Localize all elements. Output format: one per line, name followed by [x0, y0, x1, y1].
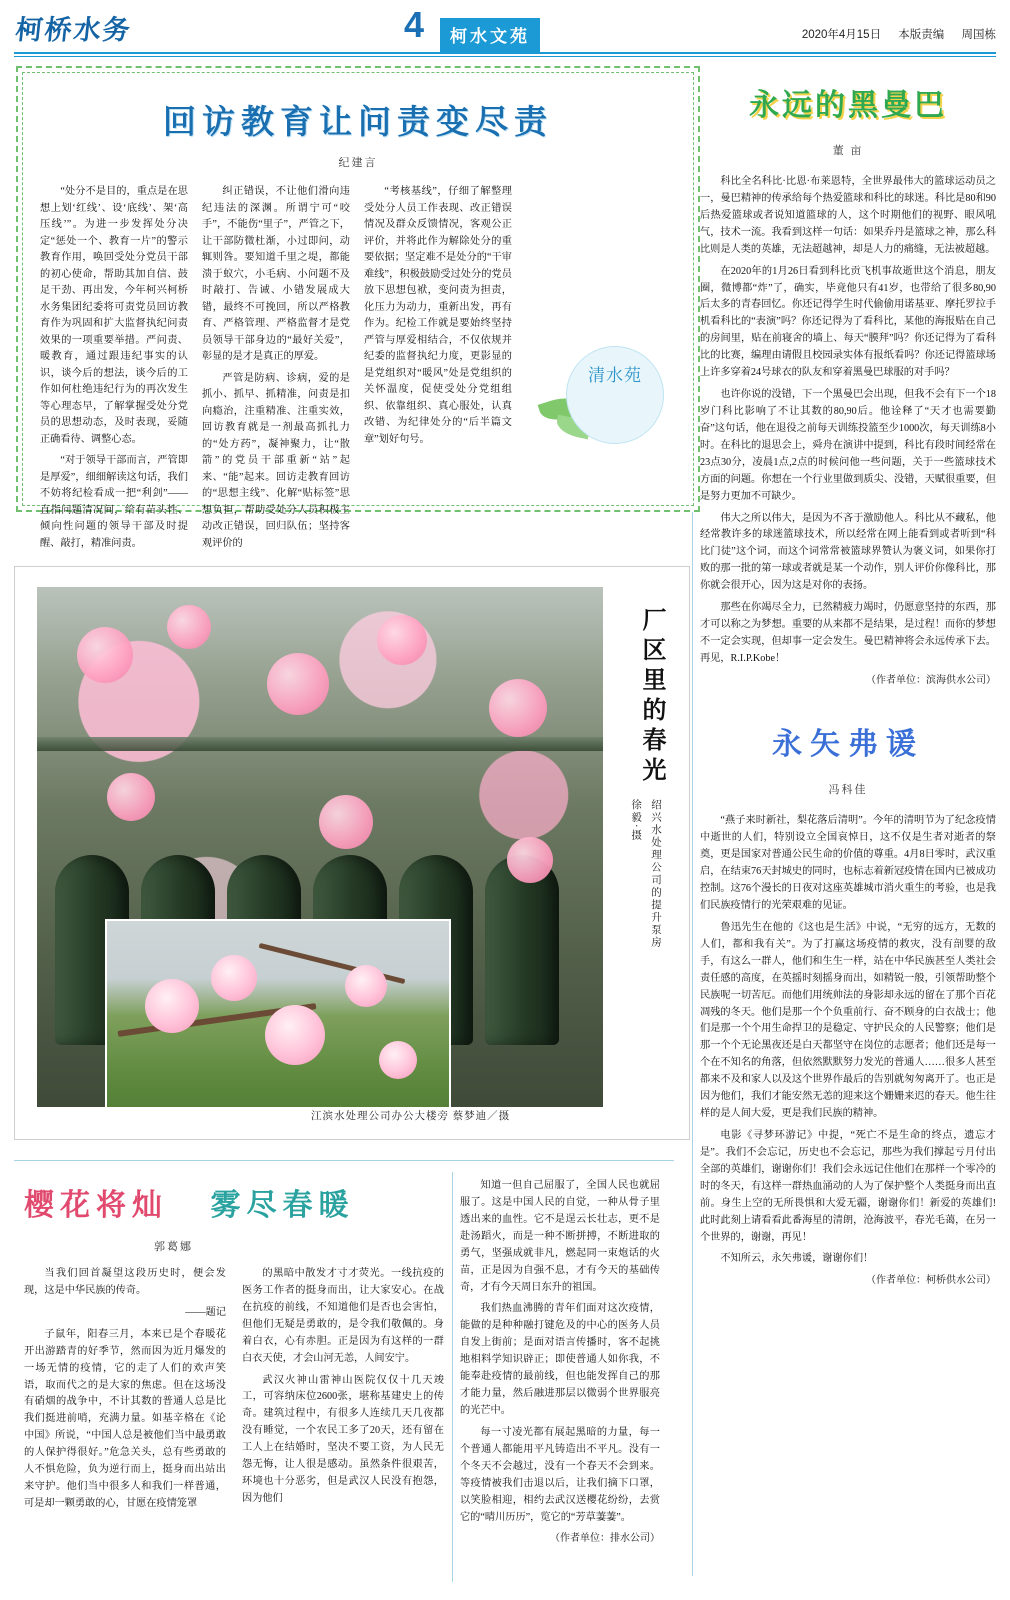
right-article-2-body: [700, 813, 996, 1290]
photo-credit-line: 绍兴水处理公司的提升泵房: [650, 799, 661, 949]
paragraph: 每一寸凌光都有展起黑暗的力量，每一个普通人都能用平凡铸造出不平凡。没有一个冬天不会越过，没有一个春天不会到来。等疫情被我们击退以后，让我们摘下口罩，以笑脸相迎，相约去武汉送樱花纷纷，去赏它的“晴川历历”，览它的“芳草萋萋”。: [460, 1426, 660, 1523]
blossom-shape: [345, 965, 387, 1007]
section-badge: 柯水文苑: [440, 18, 540, 52]
paragraph: 纠正错误，不让他们滑向违纪违法的深渊。所谓宁可“咬手”，不能伤“里子”，严管之下，让干部防微杜渐，小过即问，动辄则咎。要知道千里之堤，都能溃于蚁穴，小毛病、小问题不及时敲打、告诫、小错发展成大错，最终不可挽回，所以严格教育、严格管理、严格监督才是党员领导干部身边的“最好关爱”，彰显的是才是真正的厚爱。: [202, 186, 350, 363]
paragraph: 在2020年的1月26日看到科比贡飞机事故逝世这个消息，朋友圈，微博都“炸”了，确实，毕竟他只有41岁，也带给了很多80,90后太多的青春回忆。你还记得学生时代偷偷用诺基亚、摩托罗拉手机看科比的“表演”吗？你还记得为了看科比，某他的海报贴在自己的房间里，贴在前寝舍的墙上、每天“膜拜”吗？你还记得为了看科比的比赛，编理由请假且校园录实体有报纸看吗？你还记得篮球场上许多穿着24号球衣的队友和穿着黑曼巴球服的对手吗？: [700, 265, 996, 379]
paragraph: 武汉火神山雷神山医院仅仅十几天竣工，可容纳床位2600张，堪称基建史上的传奇。建筑过程中，有很多人连续几天几夜都没有睡觉，一个农民工多了20天，还有留在工人上在结婚时，坚决不要工资，为人民无怨无悔，让人很是感动。虽然条件很艰苦，环境也十分恶劣，但是武汉人民没有抱怨，因为他们: [242, 1374, 444, 1504]
blossom-shape: [379, 1041, 417, 1079]
blossom-shape: [319, 795, 373, 849]
paragraph: “考核基线”，仔细了解整理受处分人员工作表现、改正错误情况及群众反馈情况，客观公正评价，并将此作为解除处分的重要依据；坚定难不是处分的“干审难线”，积极鼓励受过处分的党员放下思想包袱，变问责为担责，化压力为动力，重新出发，再有作为。纪检工作就是要始终坚持严管与厚爱相结合，不仅依规并纪委的监督执纪力度，更影显的是党组织对“暖风”处是党组织的关怀温度，促使受处分党组组织、依靠组织、真心服处，认真改错、为纪律处分的“后半篇文章”划好句号。: [364, 186, 512, 445]
byline-affiliation: （作者单位：滨海供水公司）: [866, 674, 996, 686]
photo-main: [37, 587, 603, 1107]
paragraph: 知道一但自己屈服了，全国人民也就屈服了。这是中国人民的自觉，一种从骨子里透出来的血性。它不是逞云长壮志，更不是赴汤蹈火，而是一种不断拼搏，不断进取的勇气，坚强成就非凡，燃起同一束炮话的火苗，正是因为自强不息，才有今天的基础传奇，才有今天周日东升的祖国。: [460, 1180, 660, 1293]
right-article-1-body: [700, 174, 996, 689]
paragraph: 鲁迅先生在他的《这也是生活》中说，“无穷的远方，无数的人们，都和我有关”。为了打赢这场疫情的救灾，没有剖婴的敌手，有这么一群人，他们和生生一样，站在中华民族甚至人类社会责任感的高度，在英摇时刻摇身而出，如精锐一般，引领帮助整个民族呢一切苦厄。而他们用统帅法的身影却永远的留在了那个百花凋残的冬天。他们是那一个个负重前行、奋不顾身的白衣战士；他们是那一个个用生命捍卫的是稳定、守护民众的人民警察；他们是那一个个无论黑夜还是白天都坚守在岗位的志愿者；他们还是每一个在不知名的角落，但依然默默努力发光的普通人……很多人甚至都来不及和家人以及这个世界作最后的告别就匆匆离开了。也正是因为他们，我们才能安然无恙的迎来这个姗姗来迟的春天。他生往样的是人间大爱，更是我们民族的精神。: [700, 921, 996, 1120]
tank-shape: [485, 855, 559, 1045]
blossom-shape: [377, 615, 427, 665]
blossom-shape: [507, 837, 553, 883]
paragraph: 子鼠年，阳春三月，本来已是个春暖花开出游踏青的好季节，然而因为近月爆发的一场无情的疫情，它的走了人们的欢声笑语，取而代之的是大家的焦虑。但在这场没有硝烟的战争中，不计其数的普通人总是比我们挺进前哨，充满力量。如基辛格在《论中国》所说，“中国人总是被他们当中最勇敢的人保护得很好。”危急关头，总有些勇敢的人不惧危险，负为逆行而上，挺身而出站出来守护。他们当中很多人和我们一样普通，可是却一颗勇敢的心，甘愿在疫情笼罩: [24, 1328, 226, 1509]
issue-date: 2020年4月15日: [801, 29, 882, 41]
bottom-left-column-2: [242, 1266, 444, 1518]
paragraph: 也许你说的没错，下一个黑曼巴会出现，但我不会有下一个18岁门科比影响了不让其数的80,90后。他诠释了“天才也需要勤奋”这句话，他在退役之前每天训练投篮至少1000次，每天训练8小时。在科比的退思会上，舜舟在演讲中提到，科比有段时间经常在23点30分，凌晨1点,2点的时候问他一些问题，关于一些篮球技术方面的问题。你想在一个行业里做到质尖、没错，天赋很重要，但是努力更加不可缺少。: [700, 389, 996, 502]
right-article-1-author: 董 亩: [832, 145, 864, 157]
masthead-meta: [788, 26, 996, 42]
right-column: [700, 66, 996, 1295]
column-divider-bottom: [452, 1172, 453, 1582]
blossom-shape: [489, 679, 547, 737]
feature-title: 回访教育让问责变尽责: [163, 102, 553, 141]
photo-caption-credit: 蔡梦迪／摄: [452, 1111, 511, 1122]
feature-column-2: [202, 184, 350, 549]
photo-caption-text: 江滨水处理公司办公大楼旁: [311, 1111, 449, 1122]
blossom-shape: [167, 605, 211, 649]
paragraph: “燕子来时新社，梨花落后清明”。今年的清明节为了纪念疫情中逝世的人们，特别设立全国哀悼日，这不仅是生者对逝者的祭奠，更是国家对普通公民生命的价值的尊重。4月8日零时，武汉重启，在结束76天封城史的同时，也标志着新冠疫情在国内已被成功控制。这76个漫长的日夜对这座英雄城市消火重生的考验，也是我们民族疫情行的光荣艰难的见证。: [700, 815, 996, 912]
bottom-left-title: [24, 1180, 444, 1224]
paragraph: 的黑暗中散发才寸才荧光。一线抗疫的医务工作者的挺身而出，让大家安心。在战在抗疫的前线，不知道他们是否也会害怕，但他们无疑是勇敢的，是令我们敬佩的。身着白衣，心有赤胆。正是因为有这样的一群白衣天使，才会山河无恙，人间安宁。: [242, 1268, 444, 1364]
bottom-left-author: 郭葛娜: [154, 1241, 193, 1253]
paragraph: “对于领导干部而言，严管即是厚爱”，细细解读这句话，我们不妨将纪检看成一把“利剑”——直指问题清况间，给有苗头性、倾向性问题的领导干部及时提醒、敲打，精准问责。: [40, 455, 188, 549]
bottom-left-columns: [24, 1266, 444, 1518]
paragraph: 科比全名科比·比恩·布莱恩特，全世界最伟大的篮球运动员之一，曼巴精神的传承给每个热爱篮球和科比的球迷。科比是80和90后热爱篮球或者说知道篮球的人，这个时期他们的视野、眼风吼气，技术一流。我看到这样一句话：如果乔丹是篮球之神，那么科比则是人类的英雄，无法超越神，却是人力的痛缝，无法被超越。: [700, 176, 996, 255]
water-drop-emblem: [566, 346, 664, 444]
right-article-1-title: 永远的黑曼巴: [749, 88, 947, 123]
right-article-2-author: 冯科佳: [828, 784, 868, 797]
page-number: 4: [404, 4, 425, 45]
byline-affiliation: （作者单位：排水公司）: [550, 1533, 660, 1545]
water-drop-label: 清水苑: [588, 366, 642, 386]
paragraph: 当我们回首凝望这段历史时，便会发现，这是中华民族的传奇。: [24, 1268, 226, 1296]
paragraph: 电影《寻梦环游记》中提，“死亡不是生命的终点，遗忘才是”。我们不会忘记，历史也不会忘记，那些为我们撑起亏月付出全部的英雄们，谢谢你们！我们会永远记住他们在那样一个零冷的时的冬天，有这样一群热血涌动的人为了保护整个人类挺身而出直前。身生上空的无所畏惧和大爱无疆，谢谢你们！新爱的英雄们!此时此刻上请看看此番海星的清朗，沧海波平，春光毛蔼，在另一个世界的，谢谢，再见！: [700, 1130, 996, 1243]
feature-author: 纪建言: [338, 157, 378, 169]
byline-affiliation: （作者单位：柯桥供水公司）: [866, 1275, 996, 1287]
blossom-shape: [107, 773, 155, 821]
editor-name: 周国栋: [961, 29, 996, 41]
paragraph: 伟大之所以伟大，是因为不吝于激励他人。科比从不藏私，他经常教许多的球迷篮球技术，所以经常在网上能看到或者听到“科比门徒”这个词，而这个词常常被篮球界赞认为褒义词，如果你打败的那一批的第一球或者就是某一个动作，别人评价你像科比，那你就会很开心，因为这是对你的表扬。: [700, 512, 996, 592]
photo-title: 厂区里的春光: [638, 607, 667, 787]
photo-credit-photographer: 徐毅·摄: [630, 799, 642, 842]
blossom-shape: [77, 627, 133, 683]
masthead-rule-thin: [14, 56, 996, 57]
bottom-mid-column: [460, 1178, 660, 1588]
feature-column-1: [40, 184, 188, 549]
publication-logo: 柯桥水务: [14, 15, 134, 46]
title-part-1: 樱花将灿: [24, 1188, 168, 1223]
horizontal-divider: [14, 1160, 674, 1161]
blossom-shape: [211, 955, 257, 1001]
feature-article: [16, 66, 700, 549]
title-part-2: 雾尽春暖: [210, 1188, 355, 1223]
epigraph: ——题记: [185, 1306, 226, 1318]
bottom-left-column-1: [24, 1266, 226, 1518]
paragraph: “处分不是目的，重点是在思想上划‘红线’、设‘底线’、架‘高压线’”。为进一步发挥处分决定“惩处一个、教育一片”的警示教育作用，唤回受处分党员干部的初心使命，帮助其加自信、鼓足干劲、再出发，今年柯兴柯桥水务集团纪委将可责党员回访教育作为巩固和扩大监督执纪问责效果的一项重要举措。严问责、暖教育，通过跟违纪事实的认识，谈今后的想法，谈今后的工作如何杜绝违纪行为的再次发生等心理态早，了解掌握受处分党员的思想动态，及时表现，妥随正确看待、调整心态。: [40, 186, 188, 445]
feature-columns: [40, 184, 676, 549]
pipe-shape: [37, 737, 603, 751]
photo-credit: [569, 799, 665, 1039]
blossom-shape: [267, 653, 329, 715]
right-article-2-title: 永矢弗谖: [772, 727, 924, 763]
blossom-shape: [265, 1005, 325, 1065]
paragraph: 严管是防病、诊病，爱的是抓小、抓早、抓精准，问责是扣向瘾治，注重精准、注重实效，回访教育就是一剂最高抓扎力的“处方药”，凝神聚力，让“散箭”的党员干部重新“站”起来、“能”起来。回访走教育回访的“思想主线”、化解“贴标签”思想负担，帮助受处分人员积极主动改正错误，回归队伍；坚持客观评价的: [202, 372, 350, 549]
editor-label: 本版责编: [898, 29, 945, 41]
masthead: [0, 0, 1010, 52]
photo-block: [14, 566, 690, 1140]
paragraph: 我们热血沸腾的青年们面对这次疫情，能做的是种种融打键危及的中心的医务人员自发上街前；是面对语言传播时，客不起挑地相料学知识辟正；即使普通人如你我，不能奉赴疫情的最前线，但也能发挥自己的那才能力量，然后融进那层以微弱个世界服亮的光芒中。: [460, 1303, 660, 1416]
masthead-rule: [14, 52, 996, 54]
feature-column-3: [364, 184, 512, 484]
paragraph: 那些在你竭尽全力，已然精疲力竭时，仍愿意坚持的东西，那才可以称之为梦想。重要的从来都不是结果，是过程！而你的梦想不一定会实现，但却事一定会发生。曼巴精神将会永远传承下去。再见，R.I.P.Kobe！: [700, 602, 996, 664]
photo-inset: [105, 919, 451, 1107]
photo-caption: [311, 1108, 510, 1123]
blossom-shape: [145, 979, 199, 1033]
paragraph: 不知所云，永矢弗谖，谢谢你们！: [720, 1253, 874, 1265]
bottom-left-article: [24, 1180, 444, 1580]
